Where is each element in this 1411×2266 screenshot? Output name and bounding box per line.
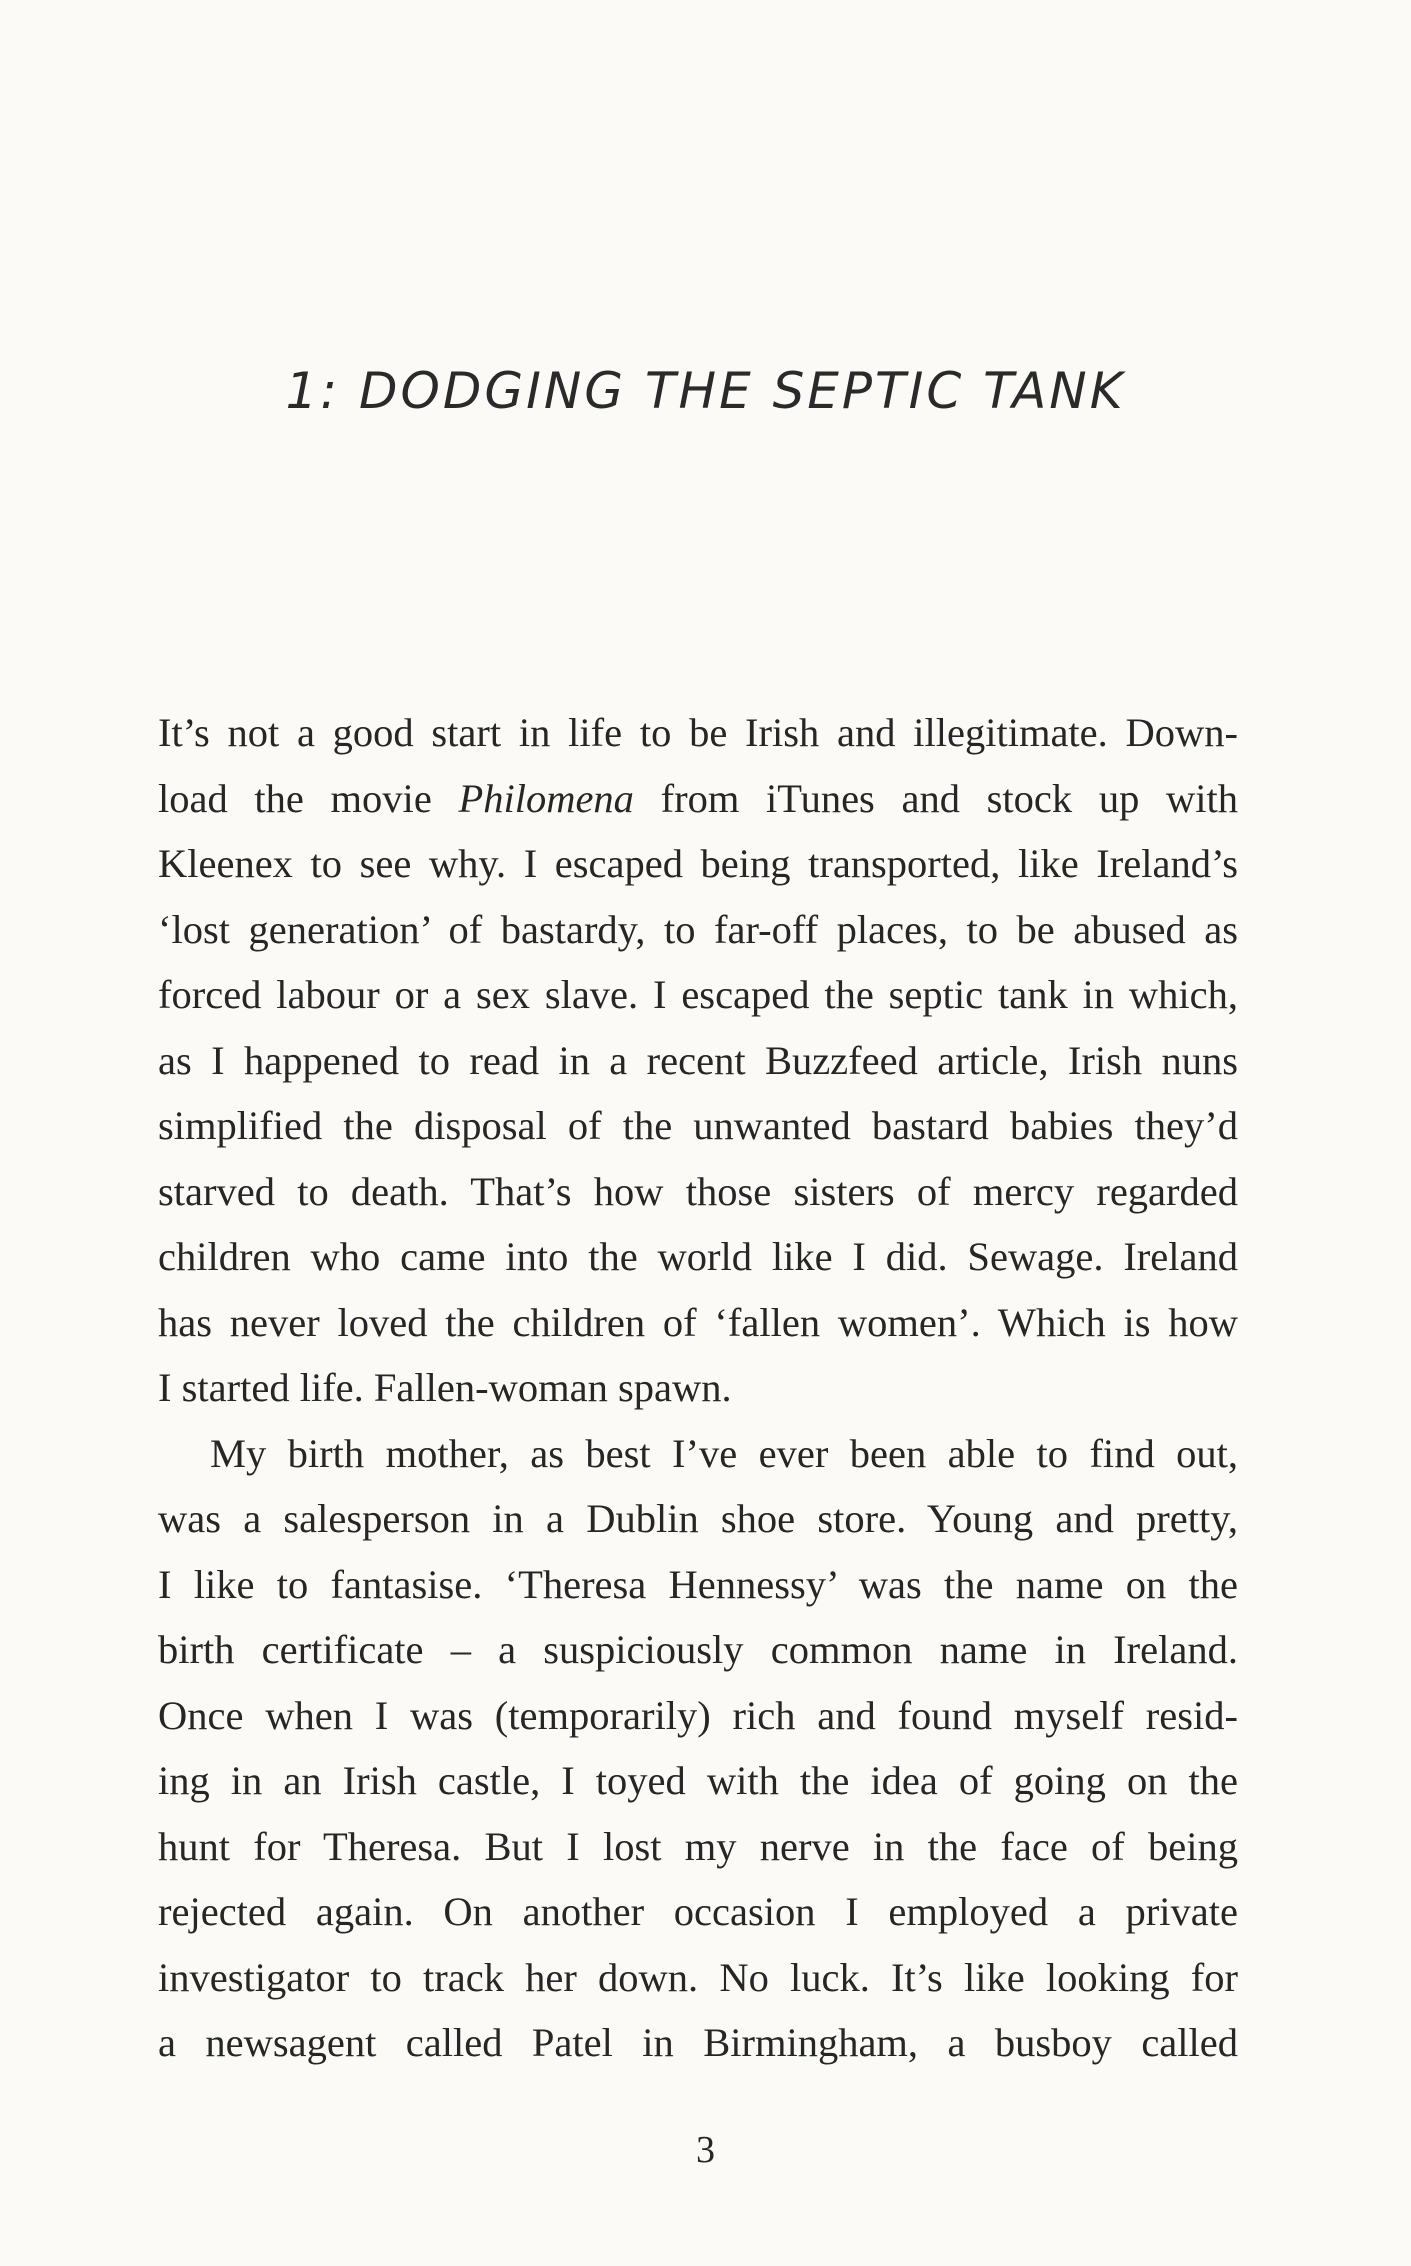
text-line: a newsagent called Patel in Birmingham, a busboy called (158, 2020, 1238, 2065)
text-line: It’s not a good start in life to be Irish and illegitimate. Down- (158, 710, 1238, 755)
body-text (158, 700, 1238, 2076)
text-line: load the movie Philomena from iTunes and stock up with (158, 775, 1238, 821)
text-line: I started life. Fallen-woman spawn. (158, 1365, 732, 1410)
text-line: as I happened to read in a recent Buzzfeed article, Irish nuns (158, 1037, 1238, 1083)
text-line: birth certificate – a suspiciously common name in Ireland. (158, 1627, 1238, 1672)
text-line: rejected again. On another occasion I employed a private (158, 1889, 1238, 1934)
text-line: ‘lost generation’ of bastardy, to far-off places, to be abused as (158, 906, 1238, 952)
text-line: Once when I was (temporarily) rich and found myself resid- (158, 1692, 1238, 1738)
text-line: investigator to track her down. No luck. It’s like looking for (158, 1954, 1238, 2000)
italic-title: Philomena (458, 775, 634, 821)
text-line: hunt for Theresa. But I lost my nerve in the face of being (158, 1823, 1238, 1869)
text-line: children who came into the world like I did. Sewage. Ireland (158, 1234, 1238, 1279)
text-line: starved to death. That’s how those sisters of mercy regarded (158, 1168, 1238, 1214)
chapter-title: 1: DODGING THE SEPTIC TANK (285, 362, 1126, 420)
text-line: My birth mother, as best I’ve ever been able to find out, (210, 1430, 1238, 1476)
text-line: was a salesperson in a Dublin shoe store. Young and pretty, (158, 1496, 1238, 1541)
text-line: simplified the disposal of the unwanted bastard babies they’d (158, 1103, 1238, 1148)
text-line: forced labour or a sex slave. I escaped the septic tank in which, (158, 972, 1238, 1017)
text-line: ing in an Irish castle, I toyed with the idea of going on the (158, 1758, 1238, 1803)
text-line: Kleenex to see why. I escaped being transported, like Ireland’s (158, 841, 1238, 886)
text-line: I like to fantasise. ‘Theresa Hennessy’ was the name on the (158, 1561, 1238, 1607)
text-line: has never loved the children of ‘fallen women’. Which is how (158, 1299, 1238, 1345)
page-number: 3 (696, 2129, 715, 2171)
